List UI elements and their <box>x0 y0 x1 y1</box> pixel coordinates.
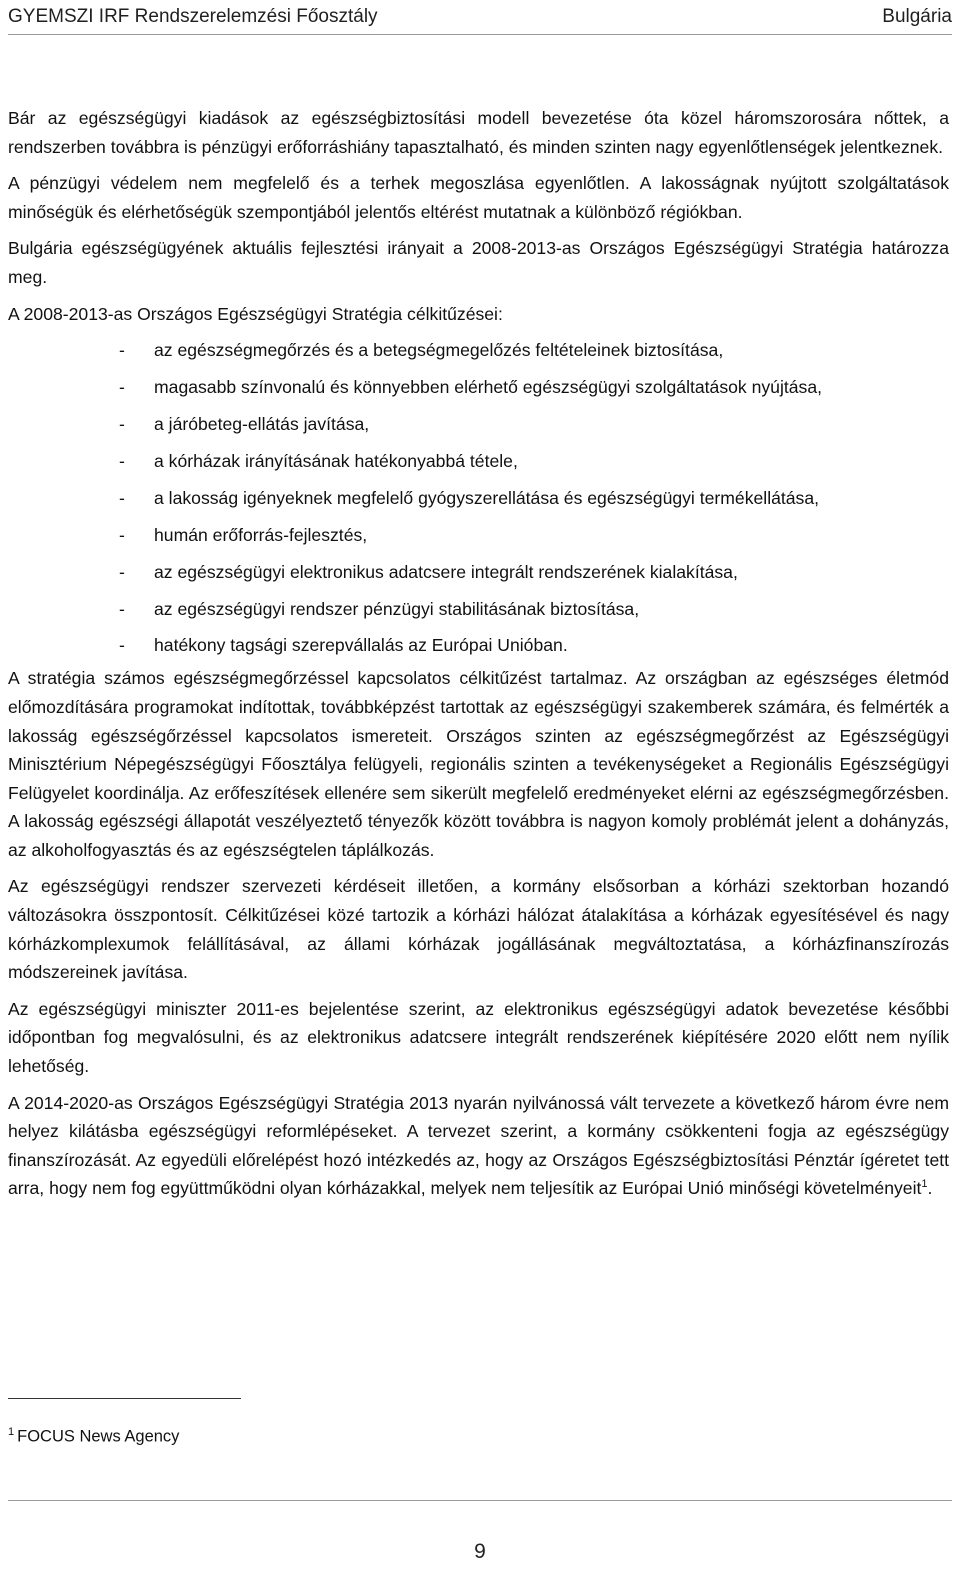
list-dash: - <box>119 413 125 434</box>
page-header <box>8 0 952 35</box>
footnote-reference[interactable]: 1 <box>921 1178 928 1191</box>
goals-list <box>8 332 949 664</box>
list-dash: - <box>119 487 125 508</box>
list-dash: - <box>119 598 125 619</box>
footnote-mark: 1 <box>8 1426 15 1438</box>
paragraph-1: Bár az egészségügyi kiadások az egészségbiztosítási modell bevezetése óta közel háromszorosára nőttek, a rendszerben továbbra is pénzügyi erőforráshiány tapasztalható, és minden szinten nagy egyenlőtlenségek jelentkeznek. <box>8 108 949 157</box>
list-dash: - <box>119 450 125 471</box>
list-item: - humán erőforrás-fejlesztés, <box>8 517 949 554</box>
list-dash: - <box>119 524 125 545</box>
footer-divider <box>8 1500 952 1501</box>
paragraph-8: A 2014-2020-as Országos Egészségügyi Stratégia 2013 nyarán nyilvánossá vált tervezete a következő három évre nem helyez kilátásba egészségügyi reformlépéseket. A tervezet szerint, a kormány csökkenteni fogja az egészségügy finanszírozását. Az egyedüli előrelépést hozó intézkedés az, hogy az Országos Egészségbiztosítási Pénztár ígéretet tett arra, hogy nem fog együttműködni olyan kórházakkal, melyek nem teljesítik az Európai Unió minőségi követelményeit$^1$. <box>8 1092 949 1199</box>
list-dash: - <box>119 561 125 582</box>
list-item: - az egészségmegőrzés és a betegségmegelőzés feltételeinek biztosítása, <box>8 332 949 369</box>
list-item: - magasabb színvonalú és könnyebben elérhető egészségügyi szolgáltatások nyújtása, <box>8 369 949 406</box>
list-item: - a kórházak irányításának hatékonyabbá tétele, <box>8 443 949 480</box>
paragraph-2: A pénzügyi védelem nem megfelelő és a terhek megoszlása egyenlőtlen. A lakosságnak nyújtott szolgáltatások minőségük és elérhetőségük szempontjából jelentős eltérést mutatnak a különböző régiókban. <box>8 173 949 222</box>
paragraph-7: Az egészségügyi miniszter 2011-es bejelentése szerint, az elektronikus egészségügyi adatok bevezetése későbbi időpontban fog megvalósulni, és az elektronikus adatcsere integrált rendszerének kiépítésére 2020 előtt nem nyílik lehetőség. <box>8 998 949 1077</box>
list-dash: - <box>119 635 125 656</box>
goals-intro: A 2008-2013-as Országos Egészségügyi Stratégia célkitűzései: <box>8 303 503 324</box>
page-number: 9 <box>474 1540 486 1563</box>
list-item: - a lakosság igényeknek megfelelő gyógyszerellátása és egészségügyi termékellátása, <box>8 480 949 517</box>
document-body <box>8 104 949 1203</box>
footnote-text: FOCUS News Agency <box>17 1427 180 1446</box>
paragraph-6: Az egészségügyi rendszer szervezeti kérdéseit illetően, a kormány elsősorban a kórházi szektorban hozandó változásokra összpontosít. Célkitűzései közé tartozik a kórházi hálózat átalakítása a kórházak egyesítésével és nagy kórházkomplexumok felállításával, az állami kórházak jogállásának megváltoztatása, a kórházfinanszírozás módszereinek javítása. <box>8 876 949 983</box>
paragraph-3: Bulgária egészségügyének aktuális fejlesztési irányait a 2008-2013-as Országos Egészségügyi Stratégia határozza meg. <box>8 238 949 287</box>
list-item: - az egészségügyi rendszer pénzügyi stabilitásának biztosítása, <box>8 591 949 628</box>
list-dash: - <box>119 377 125 398</box>
footnote <box>8 1426 179 1447</box>
footnote-separator <box>8 1398 241 1399</box>
header-country: Bulgária <box>882 6 952 27</box>
header-department: GYEMSZI IRF Rendszerelemzési Főosztály <box>8 6 378 27</box>
list-item: - az egészségügyi elektronikus adatcsere integrált rendszerének kialakítása, <box>8 554 949 591</box>
paragraph-5: A stratégia számos egészségmegőrzéssel kapcsolatos célkitűzést tartalmaz. Az országban az egészséges életmód előmozdítására programokat indítottak, továbbképzést tartottak az egészségügyi szakemberek számára, és felmérték a lakosság egészségőrzéssel kapcsolatos ismereteit. Országos szinten az egészségmegőrzést az Egészségügyi Minisztérium Népegészségügyi Főosztálya felügyeli, regionális szinten a tevékenységeket a Regionális Egészségügyi Felügyelet koordinálja. Az erőfeszítések ellenére sem sikerült megfelelő eredményeket elérni az egészségmegőrzésben. A lakosság egészségi állapotát veszélyeztető tényezők között továbbra is nagyon komoly problémát jelent a dohányzás, az alkoholfogyasztás és az egészségtelen táplálkozás. <box>8 668 949 860</box>
list-dash: - <box>119 340 125 361</box>
list-item: - a járóbeteg-ellátás javítása, <box>8 406 949 443</box>
list-item: - hatékony tagsági szerepvállalás az Európai Unióban. <box>8 627 949 664</box>
